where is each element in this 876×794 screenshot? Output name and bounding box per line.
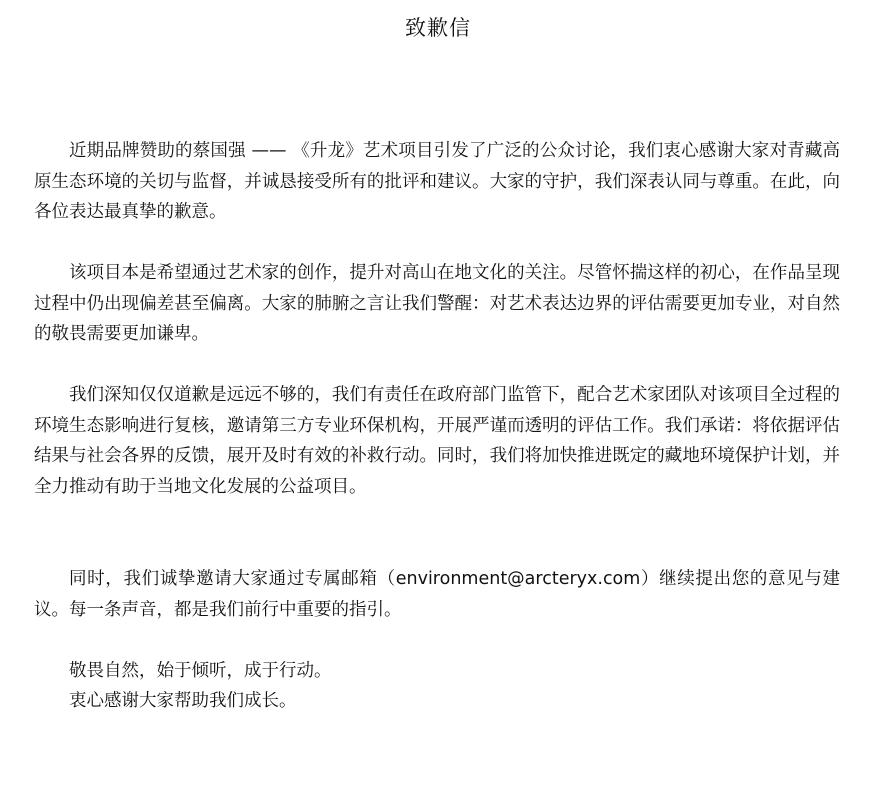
paragraph-acknowledgement: 近期品牌赞助的蔡国强 —— 《升龙》艺术项目引发了广泛的公众讨论，我们衷心感谢大家对青藏高原生态环境的关切与监督，并诚恳接受所有的批评和建议。大家的守护，我们深表认同与尊重。在此，向各位表达最真挚的歉意。 bbox=[34, 141, 840, 222]
closing-line: 敬畏自然，始于倾听，成于行动。 bbox=[69, 661, 332, 681]
closing-line: 衷心感谢大家帮助我们成长。 bbox=[69, 691, 297, 711]
letter-title: 致歉信 bbox=[405, 16, 471, 40]
paragraph-commitment: 我们深知仅仅道歉是远远不够的，我们有责任在政府部门监管下，配合艺术家团队对该项目全过程的环境生态影响进行复核，邀请第三方专业环保机构，开展严谨而透明的评估工作。我们承诺：将依据评估结果与社会各界的反馈，展开及时有效的补救行动。同时，我们将加快推进既定的藏地环境保护计划，并全力推动有助于当地文化发展的公益项目。 bbox=[34, 385, 840, 497]
paragraph-project-intent: 该项目本是希望通过艺术家的创作，提升对高山在地文化的关注。尽管怀揣这样的初心，在作品呈现过程中仍出现偏差甚至偏离。大家的肺腑之言让我们警醒：对艺术表达边界的评估需要更加专业，对自然的敬畏需要更加谦卑。 bbox=[34, 263, 840, 344]
paragraph-feedback-invitation: 同时，我们诚挚邀请大家通过专属邮箱（environment@arcteryx.com）继续提出您的意见与建议。每一条声音，都是我们前行中重要的指引。 bbox=[34, 569, 840, 620]
